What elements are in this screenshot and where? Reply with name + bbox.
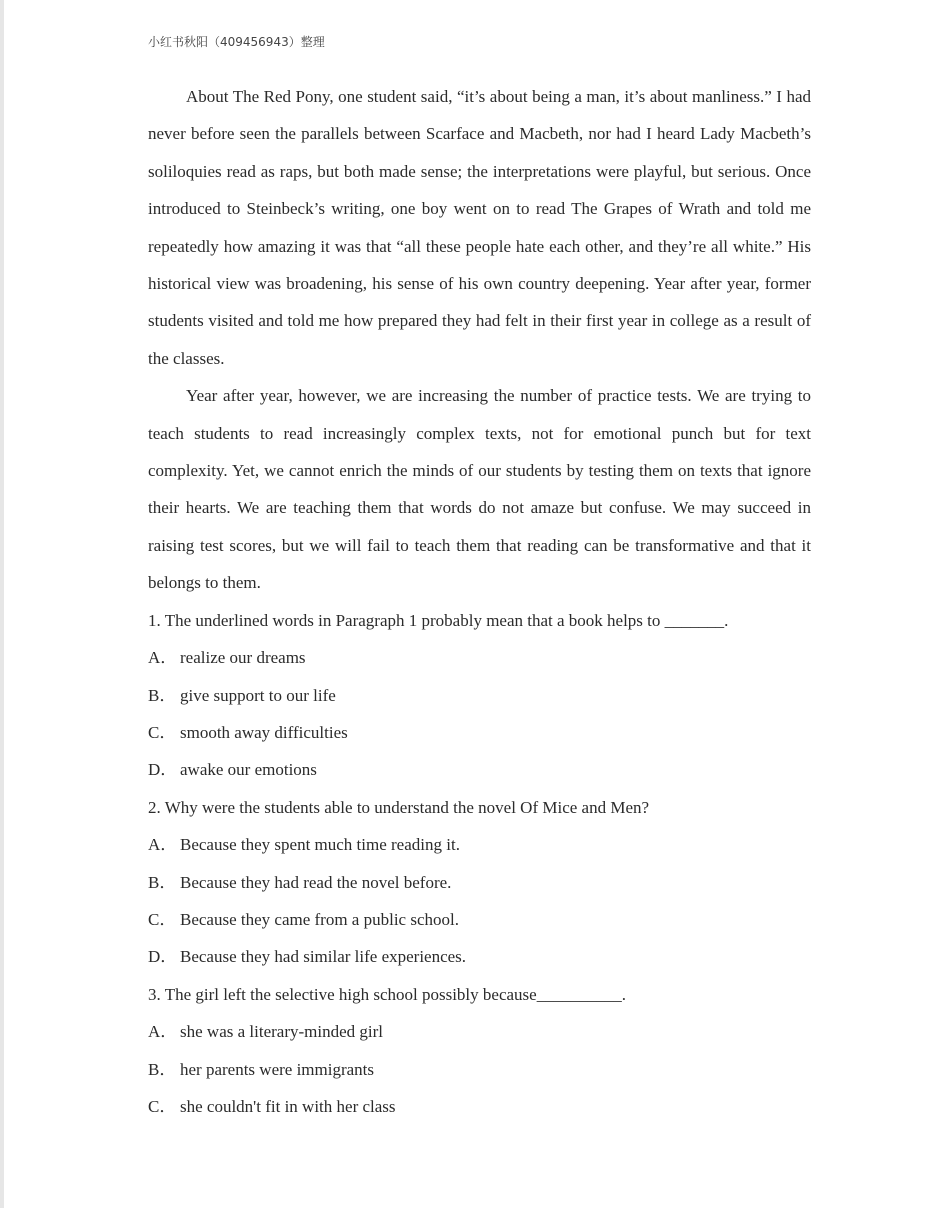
option-text: Because they had similar life experiences. [180,947,467,967]
answer-option [148,677,811,714]
option-text: Because they spent much time reading it. [180,835,460,855]
answer-option [148,1013,811,1050]
option-letter: C． [148,909,177,929]
option-text: give support to our life [180,685,336,705]
answer-option [148,1088,811,1125]
paragraph: Year after year, however, we are increasing the number of practice tests. We are trying to teach students to read increasingly complex texts, not for emotional punch but for text complexity. Yet, we cannot enrich the minds of our students by testing them on texts that ignore their hearts. We are teaching them that words do not amaze but confuse. We may succeed in raising test scores, but we will fail to teach them that reading can be transformative and that it belongs to them. [148,386,811,593]
answer-option [148,714,811,751]
option-letter: B． [148,1059,177,1079]
option-text: smooth away difficulties [180,722,348,742]
question-2 [148,789,811,976]
option-letter: C． [148,722,177,742]
option-text: realize our dreams [180,648,306,668]
answer-option [148,938,811,975]
option-letter: A． [148,648,178,668]
option-letter: D． [148,947,178,967]
option-letter: C． [148,1096,177,1116]
document-body [148,78,811,1125]
question-stem: 2. Why were the students able to understand the novel Of Mice and Men? [148,797,650,817]
answer-option [148,751,811,788]
option-text: Because they came from a public school. [180,909,459,929]
option-letter: B． [148,685,177,705]
answer-option [148,901,811,938]
option-letter: A． [148,1022,178,1042]
paragraph: About The Red Pony, one student said, “it’s about being a man, it’s about manliness.” I had never before seen the parallels between Scarface and Macbeth, nor had I heard Lady Macbeth’s soliloquies read as raps, but both made sense; the interpretations were playful, but serious. Once introduced to Steinbeck’s writing, one boy went on to read The Grapes of Wrath and told me repeatedly how amazing it was that “all these people hate each other, and they’re all white.” His historical view was broadening, his sense of his own country deepening. Year after year, former students visited and told me how prepared they had felt in their first year in college as a result of the classes. [148,87,811,368]
answer-option [148,864,811,901]
option-text: Because they had read the novel before. [180,872,452,892]
question-stem: 3. The girl left the selective high school possibly because__________. [148,984,626,1004]
option-text: she was a literary-minded girl [180,1022,383,1042]
option-text: awake our emotions [180,760,317,780]
question-1 [148,602,811,789]
option-letter: D． [148,760,178,780]
answer-option [148,639,811,676]
answer-option [148,1051,811,1088]
option-letter: B． [148,872,177,892]
answer-option [148,826,811,863]
option-text: she couldn't fit in with her class [180,1096,396,1116]
page-left-edge [0,0,4,1208]
page-header-source: 小红书秋阳（409456943）整理 [148,35,325,49]
option-text: her parents were immigrants [180,1059,375,1079]
option-letter: A． [148,835,178,855]
question-3 [148,976,811,1126]
question-stem: 1. The underlined words in Paragraph 1 probably mean that a book helps to _______. [148,610,729,630]
